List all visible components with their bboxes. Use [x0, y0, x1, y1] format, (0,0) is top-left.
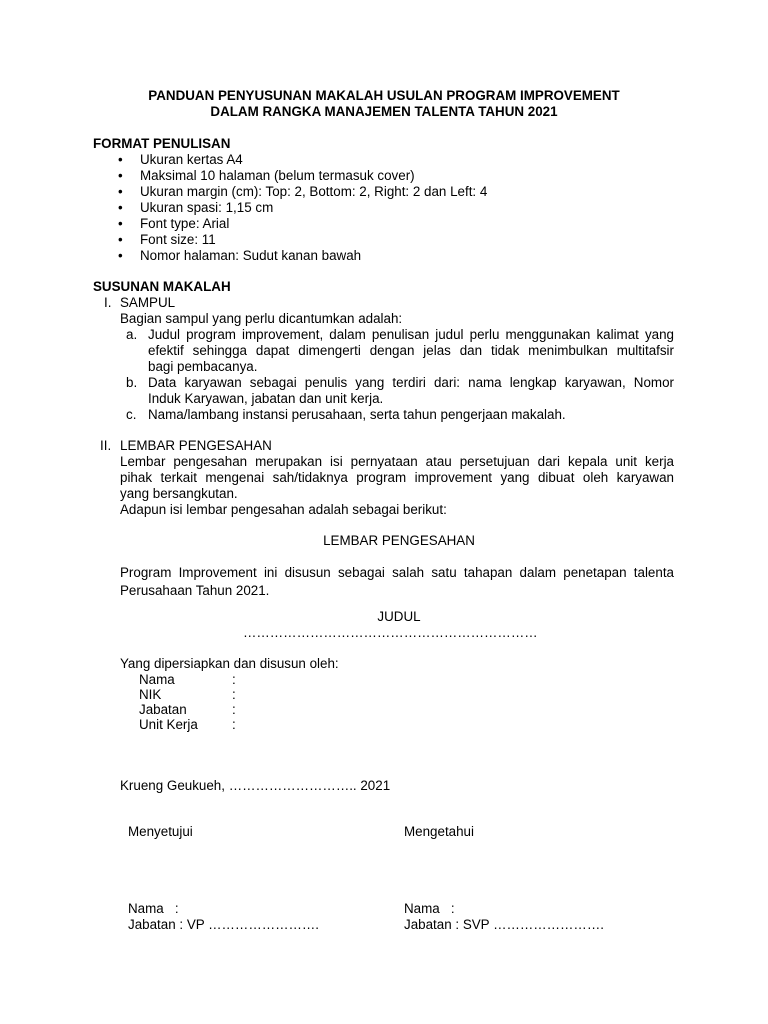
judul-dots: ………………………………………………………… — [243, 625, 538, 640]
list-letter: c. — [126, 407, 137, 422]
pengesahan-para-line: pihak terkait mengenai sah/tidaknya program improvement yang dibuat oleh karyawan — [120, 470, 674, 485]
left-sign-nama: Nama : — [128, 901, 179, 916]
format-heading: FORMAT PENULISAN — [93, 136, 231, 151]
field-colon: : — [232, 687, 236, 702]
bullet-icon: • — [118, 232, 123, 247]
field-colon: : — [232, 717, 236, 732]
pengesahan-adapun: Adapun isi lembar pengesahan adalah sebagai berikut: — [120, 502, 447, 517]
bullet-icon: • — [118, 248, 123, 263]
pengesahan-title: LEMBAR PENGESAHAN — [120, 438, 272, 453]
sampul-title: SAMPUL — [120, 295, 176, 310]
bullet-icon: • — [118, 168, 123, 183]
left-sign-jabatan: Jabatan : VP ……………………. — [128, 917, 319, 932]
form-intro-line: Perusahaan Tahun 2021. — [120, 583, 270, 598]
list-letter: b. — [126, 375, 138, 390]
field-colon: : — [232, 702, 236, 717]
right-sign-nama: Nama : — [404, 901, 455, 916]
form-title: LEMBAR PENGESAHAN — [323, 533, 475, 548]
place-date: Krueng Geukueh, ……………………….. 2021 — [120, 778, 391, 793]
sampul-item-line: Nama/lambang instansi perusahaan, serta tahun pengerjaan makalah. — [148, 407, 566, 422]
list-letter: a. — [126, 327, 138, 342]
section-number: I. — [104, 295, 112, 310]
judul-label: JUDUL — [377, 609, 421, 624]
pengesahan-para-line: yang bersangkutan. — [120, 486, 238, 501]
bullet-icon: • — [118, 200, 123, 215]
sampul-item-line: Induk Karyawan, jabatan dan unit kerja. — [148, 391, 384, 406]
format-item: Font size: 11 — [140, 232, 216, 247]
bullet-icon: • — [118, 216, 123, 231]
document-title-line-1: PANDUAN PENYUSUNAN MAKALAH USULAN PROGRAM IMPROVEMENT — [148, 88, 620, 103]
susunan-heading: SUSUNAN MAKALAH — [93, 279, 231, 294]
format-item: Ukuran kertas A4 — [140, 152, 243, 167]
format-item: Ukuran spasi: 1,15 cm — [140, 200, 274, 215]
sampul-item-line: Data karyawan sebagai penulis yang terdiri dari: nama lengkap karyawan, Nomor — [148, 375, 674, 390]
bullet-icon: • — [118, 152, 123, 167]
format-item: Ukuran margin (cm): Top: 2, Bottom: 2, Right: 2 dan Left: 4 — [140, 184, 488, 199]
sampul-item-line: Judul program improvement, dalam penulisan judul perlu menggunakan kalimat yang — [148, 327, 674, 342]
format-item: Maksimal 10 halaman (belum termasuk cover) — [140, 168, 415, 183]
field-label-unit-kerja: Unit Kerja — [139, 717, 198, 732]
left-sign-heading: Menyetujui — [128, 824, 193, 839]
pengesahan-para-line: Lembar pengesahan merupakan isi pernyataan atau persetujuan dari kepala unit kerja — [120, 454, 674, 469]
right-sign-jabatan: Jabatan : SVP ……………………. — [404, 917, 604, 932]
sampul-intro: Bagian sampul yang perlu dicantumkan adalah: — [120, 311, 403, 326]
format-item: Font type: Arial — [140, 216, 230, 231]
bullet-icon: • — [118, 184, 123, 199]
field-label-jabatan: Jabatan — [139, 702, 187, 717]
field-label-nik: NIK — [139, 687, 162, 702]
section-number: II. — [100, 438, 112, 453]
sampul-item-line: efektif sehingga dapat dimengerti dengan jelas dan tidak menimbulkan multitafsir — [148, 343, 674, 358]
right-sign-heading: Mengetahui — [404, 824, 474, 839]
form-intro-line: Program Improvement ini disusun sebagai salah satu tahapan dalam penetapan talenta — [120, 565, 674, 580]
document-title-line-2: DALAM RANGKA MANAJEMEN TALENTA TAHUN 2021 — [210, 104, 558, 119]
prepared-by: Yang dipersiapkan dan disusun oleh: — [120, 656, 339, 671]
format-item: Nomor halaman: Sudut kanan bawah — [140, 248, 362, 263]
sampul-item-line: bagi pembacanya. — [148, 359, 258, 374]
field-colon: : — [232, 672, 236, 687]
field-label-nama: Nama — [139, 672, 175, 687]
